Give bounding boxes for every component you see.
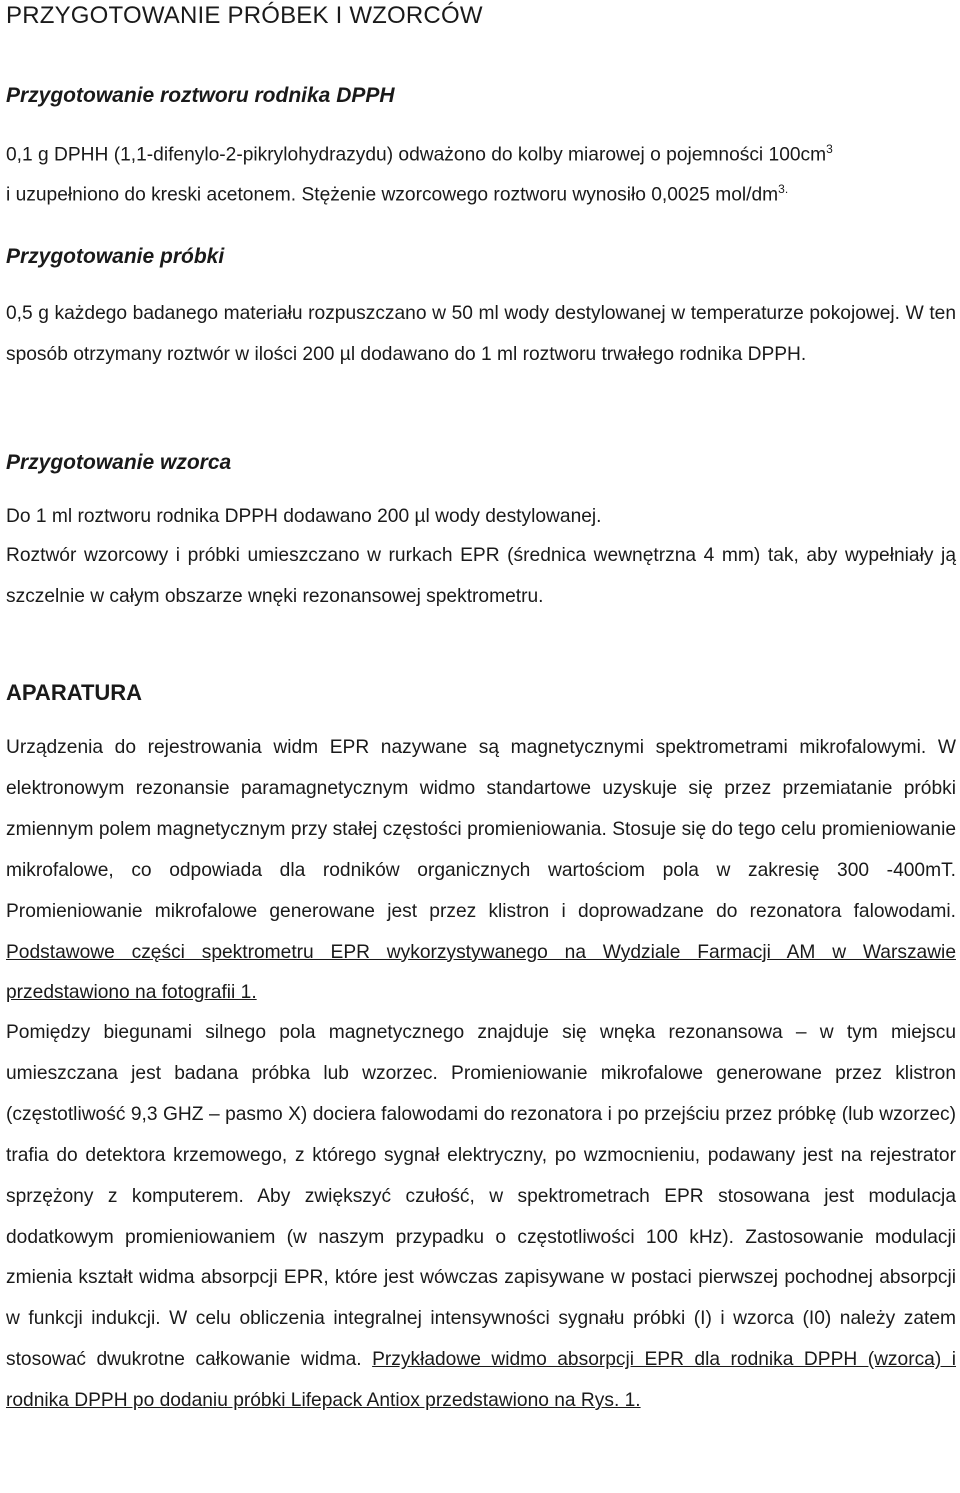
heading-apparatus: APARATURA [6,680,143,705]
dpph-line-2-text: i uzupełniono do kreski acetonem. Stężenie wzorcowego roztworu wynosiło 0,0025 mol/dm [6,184,779,206]
heading-standard-prep: Przygotowanie wzorca [6,451,232,474]
paragraph-apparatus-2 [6,1013,956,1422]
heading-sample-prep: Przygotowanie próbki [6,245,225,268]
paragraph-dpph-line-2 [6,182,956,206]
dpph-line-1-text: 0,1 g DPHH (1,1-difenylo-2-pikrylohydrazydu) odważono do kolby miarowej o pojemności 100cm [6,144,827,166]
paragraph-standard-tubes: Roztwór wzorcowy i próbki umieszczano w rurkach EPR (średnica wewnętrzna 4 mm) tak, aby wypełniały ją szczelnie w całym obszarze wnęki rezonansowej spektrometru. [6,545,956,607]
paragraph-standard-line: Do 1 ml roztworu rodnika DPPH dodawano 200 µl wody destylowanej. [6,506,602,527]
apparatus-1-underlined: Podstawowe części spektrometru EPR wykorzystywanego na Wydziale Farmacji AM w Warszawie przedstawiono na fotografii 1. [6,941,956,1004]
dpph-line-1-sup: 3 [826,142,833,156]
paragraph-sample-prep: 0,5 g każdego badanego materiału rozpuszczano w 50 ml wody destylowanej w temperaturze pokojowej. W ten sposób otrzymany roztwór w ilości 200 µl dodawano do 1 ml roztworu trwałego rodnika DPPH. [6,303,956,365]
page-title: PRZYGOTOWANIE PRÓBEK I WZORCÓW [6,2,483,29]
apparatus-2-underlined: Przykładowe widmo absorpcji EPR dla rodnika DPPH (wzorca) i rodnika DPPH po dodaniu próbki Lifepack Antiox przedstawiono na Rys. 1. [6,1349,956,1412]
apparatus-1-text: Urządzenia do rejestrowania widm EPR nazywane są magnetycznymi spektrometrami mikrofalowymi. W elektronowym rezonansie paramagnetycznym widmo standartowe uzyskuje się przez przemiatanie próbki zmiennym polem magnetycznym przy stałej częstości promieniowania. Stosuje się do tego celu promieniowanie mikrofalowe, co odpowiada dla rodników organicznych wartościom pola w zakresię 300 -400mT. Promieniowanie mikrofalowe generowane jest przez klistron i doprowadzane do rezonatora falowodami. [6,737,956,922]
apparatus-2-text: Pomiędzy biegunami silnego pola magnetycznego znajduje się wnęka rezonansowa – w tym miejscu umieszczana jest badana próbka lub wzorzec. Promieniowanie mikrofalowe generowane przez klistron (częstotliwość 9,3 GHZ – pasmo X) dociera falowodami do rezonatora i po przejściu przez próbkę (lub wzorzec) trafia do detektora krzemowego, z którego sygnał elektryczny, po wzmocnieniu, podawany jest na rejestrator sprzężony z komputerem. Aby zwiększyć czułość, w spektrometrach EPR stosowana jest modulacja dodatkowym promieniowaniem (w naszym przypadku o częstotliwości 100 kHz). Zastosowanie modulacji zmienia kształt widma absorpcji EPR, które jest wówczas zapisywane w postaci pierwszej pochodnej absorpcji w funkcji indukcji. W celu obliczenia integralnej intensywności sygnału próbki (I) i wzorca (I0) należy zatem stosować dwukrotne całkowanie widma. [6,1022,956,1371]
heading-dpph-solution: Przygotowanie roztworu rodnika DPPH [6,84,395,107]
dpph-line-2-sup: 3. [778,182,789,196]
paragraph-dpph-line-1 [6,142,956,166]
paragraph-apparatus-1 [6,728,956,1014]
